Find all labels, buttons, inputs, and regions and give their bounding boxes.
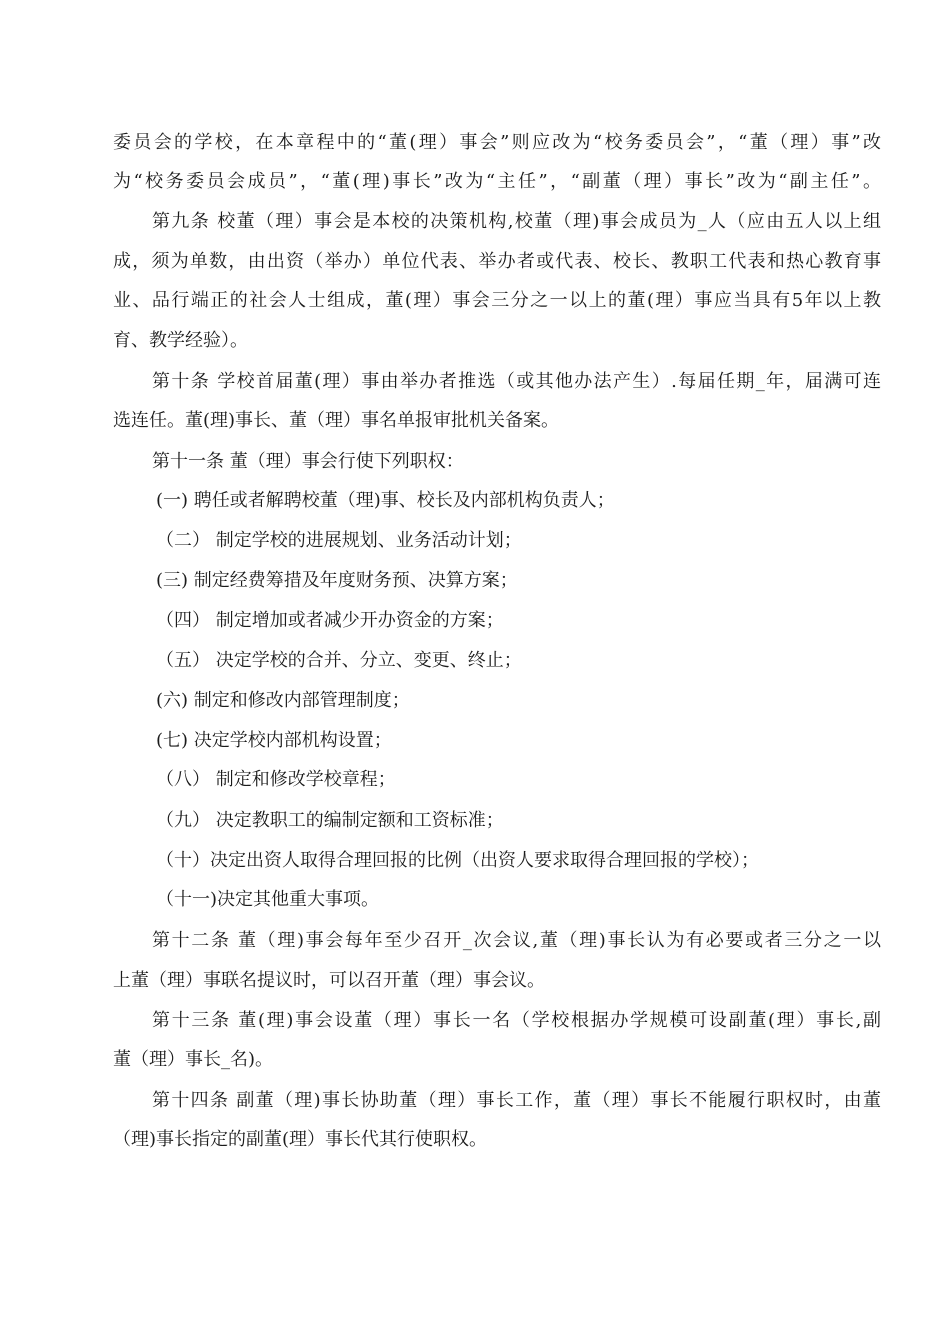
paragraph-line: 为“校务委员会成员”，“董(理)事长”改为“主任”，“副董（理）事长”改为“副主任”。 xyxy=(113,171,881,192)
list-item: （四） 制定增加或者减少开办资金的方案； xyxy=(156,610,504,631)
paragraph-line: 选连任。董(理)事长、董（理）事名单报审批机关备案。 xyxy=(113,410,560,431)
paragraph-line: 上董（理）事联名提议时，可以召开董（理）事会议。 xyxy=(113,970,545,991)
article-12-heading: 第十二条 董（理)事会每年至少召开_次会议,董（理)事长认为有必要或者三分之一以 xyxy=(152,930,881,951)
list-item: (一) 聘任或者解聘校董（理)事、校长及内部机构负责人； xyxy=(156,490,615,511)
paragraph-line: 业、品行端正的社会人士组成，董(理）事会三分之一以上的董(理）事应当具有5年以上教 xyxy=(113,290,881,311)
list-item: （十）决定出资人取得合理回报的比例（出资人要求取得合理回报的学校）； xyxy=(156,850,759,871)
article-14-heading: 第十四条 副董（理)事长协助董（理）事长工作，董（理）事长不能履行职权时，由董 xyxy=(152,1090,881,1111)
list-item: (三) 制定经费筹措及年度财务预、决算方案； xyxy=(156,570,518,591)
paragraph-line: 成，须为单数，由出资（举办）单位代表、举办者或代表、校长、教职工代表和热心教育事 xyxy=(113,251,881,272)
paragraph-line: （理)事长指定的副董(理）事长代其行使职权。 xyxy=(113,1129,488,1150)
list-item: （五） 决定学校的合并、分立、变更、终止； xyxy=(156,650,522,671)
list-item: （二） 制定学校的进展规划、业务活动计划； xyxy=(156,530,522,551)
list-item: （八） 制定和修改学校章程； xyxy=(156,769,396,790)
list-item: （九） 决定教职工的编制定额和工资标准； xyxy=(156,810,504,831)
list-item: （十一)决定其他重大事项。 xyxy=(156,889,380,910)
article-11-heading: 第十一条 董（理）事会行使下列职权： xyxy=(152,451,464,472)
paragraph-line: 育、教学经验）。 xyxy=(113,330,248,351)
paragraph-line: 委员会的学校，在本章程中的“董(理）事会”则应改为“校务委员会”，“董（理）事”改 xyxy=(113,132,881,153)
article-9-heading: 第九条 校董（理）事会是本校的决策机构,校董（理)事会成员为_人（应由五人以上组 xyxy=(152,211,881,232)
paragraph-line: 董（理）事长_名)。 xyxy=(113,1049,274,1070)
list-item: (七) 决定学校内部机构设置； xyxy=(156,730,392,751)
list-item: (六) 制定和修改内部管理制度； xyxy=(156,690,410,711)
article-10-heading: 第十条 学校首届董(理）事由举办者推选（或其他办法产生）.每届任期_年，届满可连 xyxy=(152,371,881,392)
article-13-heading: 第十三条 董(理)事会设董（理）事长一名（学校根据办学规模可设副董(理）事长,副 xyxy=(152,1010,881,1031)
